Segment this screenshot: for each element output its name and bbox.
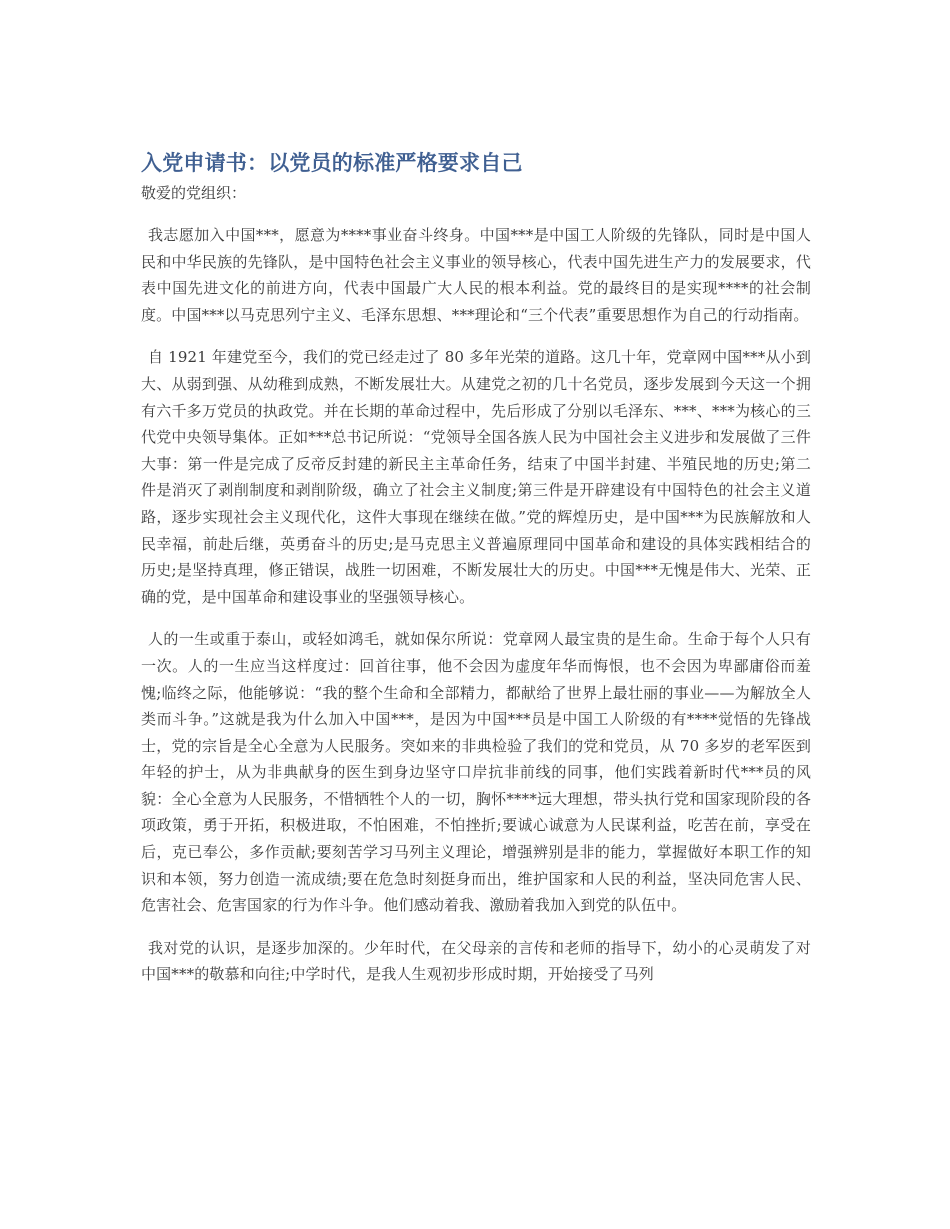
document-title: 入党申请书：以党员的标准严格要求自己 — [141, 151, 523, 175]
document-body — [141, 146, 811, 1004]
paragraph-2: 自 1921 年建党至今，我们的党已经走过了 80 多年光荣的道路。这几十年，党章网中国***从小到大、从弱到强、从幼稚到成熟，不断发展壮大。从建党之初的几十名党员，逐步发展到今天这一个拥有六千多万党员的执政党。并在长期的革命过程中，先后形成了分别以毛泽东、***、***为核心的三代党中央领导集体。正如***总书记所说：“党领导全国各族人民为中国社会主义进步和发展做了三件大事：第一件是完成了反帝反封建的新民主主革命任务，结束了中国半封建、半殖民地的历史;第二件是消灭了剥削制度和剥削阶级，确立了社会主义制度;第三件是开辟建设有中国特色的社会主义道路，逐步实现社会主义现代化，这件大事现在继续在做。”党的辉煌历史，是中国***为民族解放和人民幸福，前赴后继，英勇奋斗的历史;是马克思主义普遍原理同中国革命和建设的具体实践相结合的历史;是坚持真理，修正错误，战胜一切困难，不断发展壮大的历史。中国***无愧是伟大、光荣、正确的党，是中国革命和建设事业的坚强领导核心。 — [141, 348, 811, 606]
paragraph-3: 人的一生或重于泰山，或轻如鸿毛，就如保尔所说：党章网人最宝贵的是生命。生命于每个人只有一次。人的一生应当这样度过：回首往事，他不会因为虚度年华而悔恨，也不会因为卑鄙庸俗而羞愧;临终之际，他能够说：“我的整个生命和全部精力，都献给了世界上最壮丽的事业——为解放全人类而斗争。”这就是我为什么加入中国***，是因为中国***员是中国工人阶级的有****觉悟的先锋战士，党的宗旨是全心全意为人民服务。突如来的非典检验了我们的党和党员，从 70 多岁的老军医到年轻的护士，从为非典献身的医生到身边坚守口岸抗非前线的同事，他们实践着新时代***员的风貌：全心全意为人民服务，不惜牺牲个人的一切，胸怀****远大理想，带头执行党和国家现阶段的各项政策，勇于开拓，积极进取，不怕困难，不怕挫折;要诚心诚意为人民谋利益，吃苦在前，享受在后，克已奉公，多作贡献;要刻苦学习马列主义理论，增强辨别是非的能力，掌握做好本职工作的知识和本领，努力创造一流成绩;要在危急时刻挺身而出，维护国家和人民的利益，坚决同危害人民、危害社会、危害国家的行为作斗争。他们感动着我、激励着我加入到党的队伍中。 — [141, 630, 811, 915]
salutation: 敬爱的党组织： — [141, 184, 247, 202]
paragraph-1: 我志愿加入中国***，愿意为****事业奋斗终身。中国***是中国工人阶级的先锋队，同时是中国人民和中华民族的先锋队，是中国特色社会主义事业的领导核心，代表中国先进生产力的发展要求，代表中国先进文化的前进方向，代表中国最广大人民的根本利益。党的最终目的是实现****的社会制度。中国***以马克思列宁主义、毛泽东思想、***理论和“三个代表”重要思想作为自己的行动指南。 — [141, 226, 811, 324]
paragraph-4: 我对党的认识，是逐步加深的。少年时代，在父母亲的言传和老师的指导下，幼小的心灵萌发了对中国***的敬慕和向往;中学时代，是我人生观初步形成时期，开始接受了马列 — [141, 938, 811, 984]
